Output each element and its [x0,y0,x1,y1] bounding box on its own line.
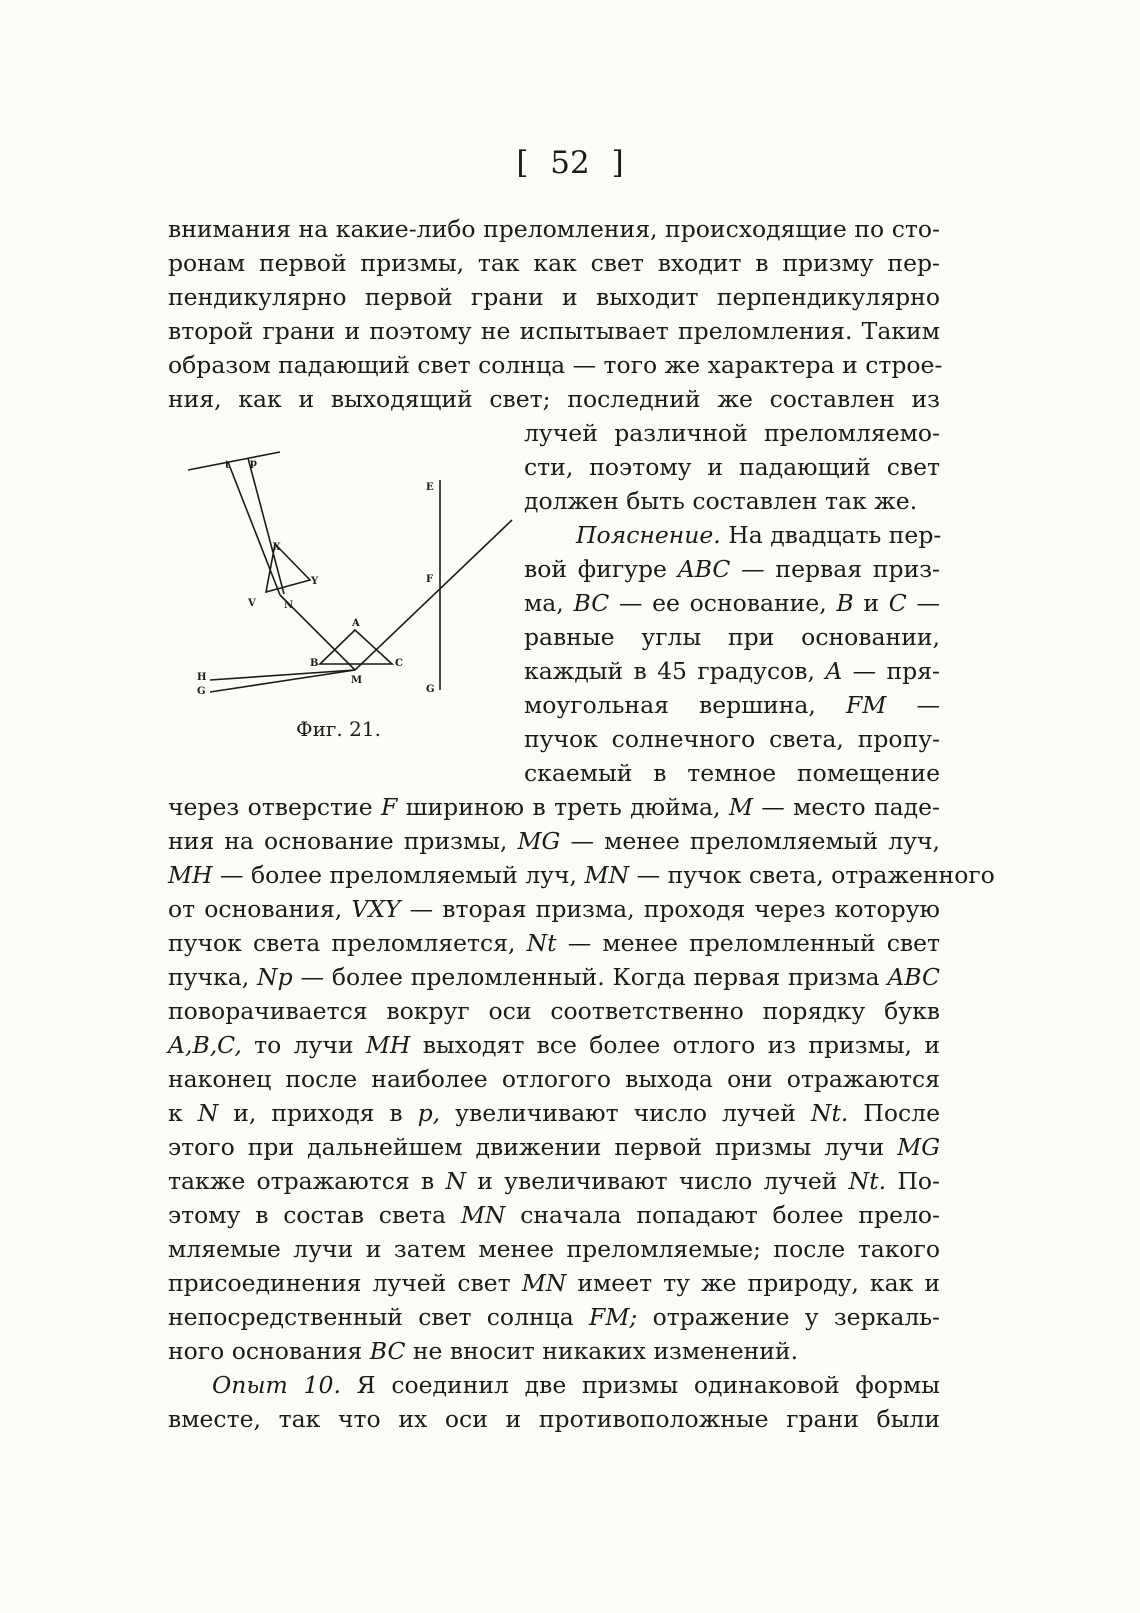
text-line: поворачивается вокруг оси соответственно порядку букв [168,997,940,1025]
text-line: моугольная вершина, FM — [524,691,940,719]
text-line: ма, BC — ее основание, B и C — [524,589,940,617]
figure-21 [180,440,520,700]
ray-fm [355,520,512,670]
italic-term: Пояснение. [576,521,721,549]
prism-abc [320,630,392,664]
label-b: B [310,658,319,669]
ray-mg [210,670,355,692]
figure-caption: Фиг. 21. [296,717,381,741]
text-line: образом падающий свет солнца — того же характера и строе- [168,351,943,379]
label-e: E [426,482,434,493]
label-h: H [197,672,207,683]
text-line: через отверстие F шириною в треть дюйма, M — место паде- [168,793,940,821]
text-line: сти, поэтому и падающий свет [524,453,940,481]
label-p: p [250,458,257,469]
text-line: присоединения лучей свет MN имеет ту же природу, как и [168,1269,940,1297]
label-g-screen: G [426,684,435,695]
label-n: N [284,600,294,611]
text-line: MH — более преломляемый луч, MN — пучок света, отраженного [168,861,995,889]
text-line: мляемые лучи и затем менее преломляемые; после такого [168,1235,940,1263]
italic-term: Опыт 10. [212,1371,341,1399]
text-line: к N и, приходя в p, увеличивают число лучей Nt. После [168,1099,940,1127]
text-line: этого при дальнейшем движении первой призмы лучи MG [168,1133,940,1161]
label-y: Y [311,576,319,587]
text-line: лучей различной преломляемо- [524,419,940,447]
text-line: также отражаются в N и увеличивают число лучей Nt. По- [168,1167,940,1195]
text-line: каждый в 45 градусов, A — пря- [524,657,940,685]
text-line: вой фигуре ABC — первая приз- [524,555,940,583]
text-line: A,B,C, то лучи MH выходят все более отлого из призмы, и [168,1031,940,1059]
text-line: непосредственный свет солнца FM; отражение у зеркаль- [168,1303,940,1331]
text-line: пендикулярно первой грани и выходит перпендикулярно [168,283,940,311]
text-line: Пояснение. На двадцать пер- [576,521,942,549]
text-line: ного основания BC не вносит никаких изменений. [168,1337,799,1365]
text-line: ронам первой призмы, так как свет входит в призму пер- [168,249,940,277]
label-c: C [395,658,403,669]
text-line: ния, как и выходящий свет; последний же составлен из [168,385,940,413]
text-line: ния на основание призмы, MG — менее преломляемый луч, [168,827,940,855]
text-line: пучок света преломляется, Nt — менее преломленный свет [168,929,941,957]
label-f: F [426,574,434,585]
label-g: G [197,686,206,697]
text-line: этому в состав света MN сначала попадают более прело- [168,1201,940,1229]
text-line: вместе, так что их оси и противоположные грани были [168,1405,940,1433]
prism-diagram [180,440,520,700]
text-line: пучка, Np — более преломленный. Когда первая призма ABC [168,963,940,991]
text-line: равные углы при основании, [524,623,940,651]
text-line: скаемый в темное помещение [524,759,940,787]
text-line: второй грани и поэтому не испытывает преломления. Таким [168,317,940,345]
label-m: M [351,675,363,686]
text-line: должен быть составлен так же. [524,487,918,515]
label-x: X [273,542,281,553]
text-line: пучок солнечного света, пропу- [524,725,940,753]
text-line: внимания на какие-либо преломления, происходящие по сто- [168,215,940,243]
text-line: Опыт 10. Я соединил две призмы одинаковой формы [212,1371,940,1399]
text-line: наконец после наиболее отлогого выхода они отражаются [168,1065,940,1093]
ray-mh [210,670,355,680]
incident-edge-line [188,452,280,470]
text-line: от основания, VXY — вторая призма, проходя через которую [168,895,940,923]
page-number: [ 52 ] [516,145,624,181]
label-a: A [352,618,360,629]
label-t: t [225,460,230,471]
label-v: V [248,598,256,609]
